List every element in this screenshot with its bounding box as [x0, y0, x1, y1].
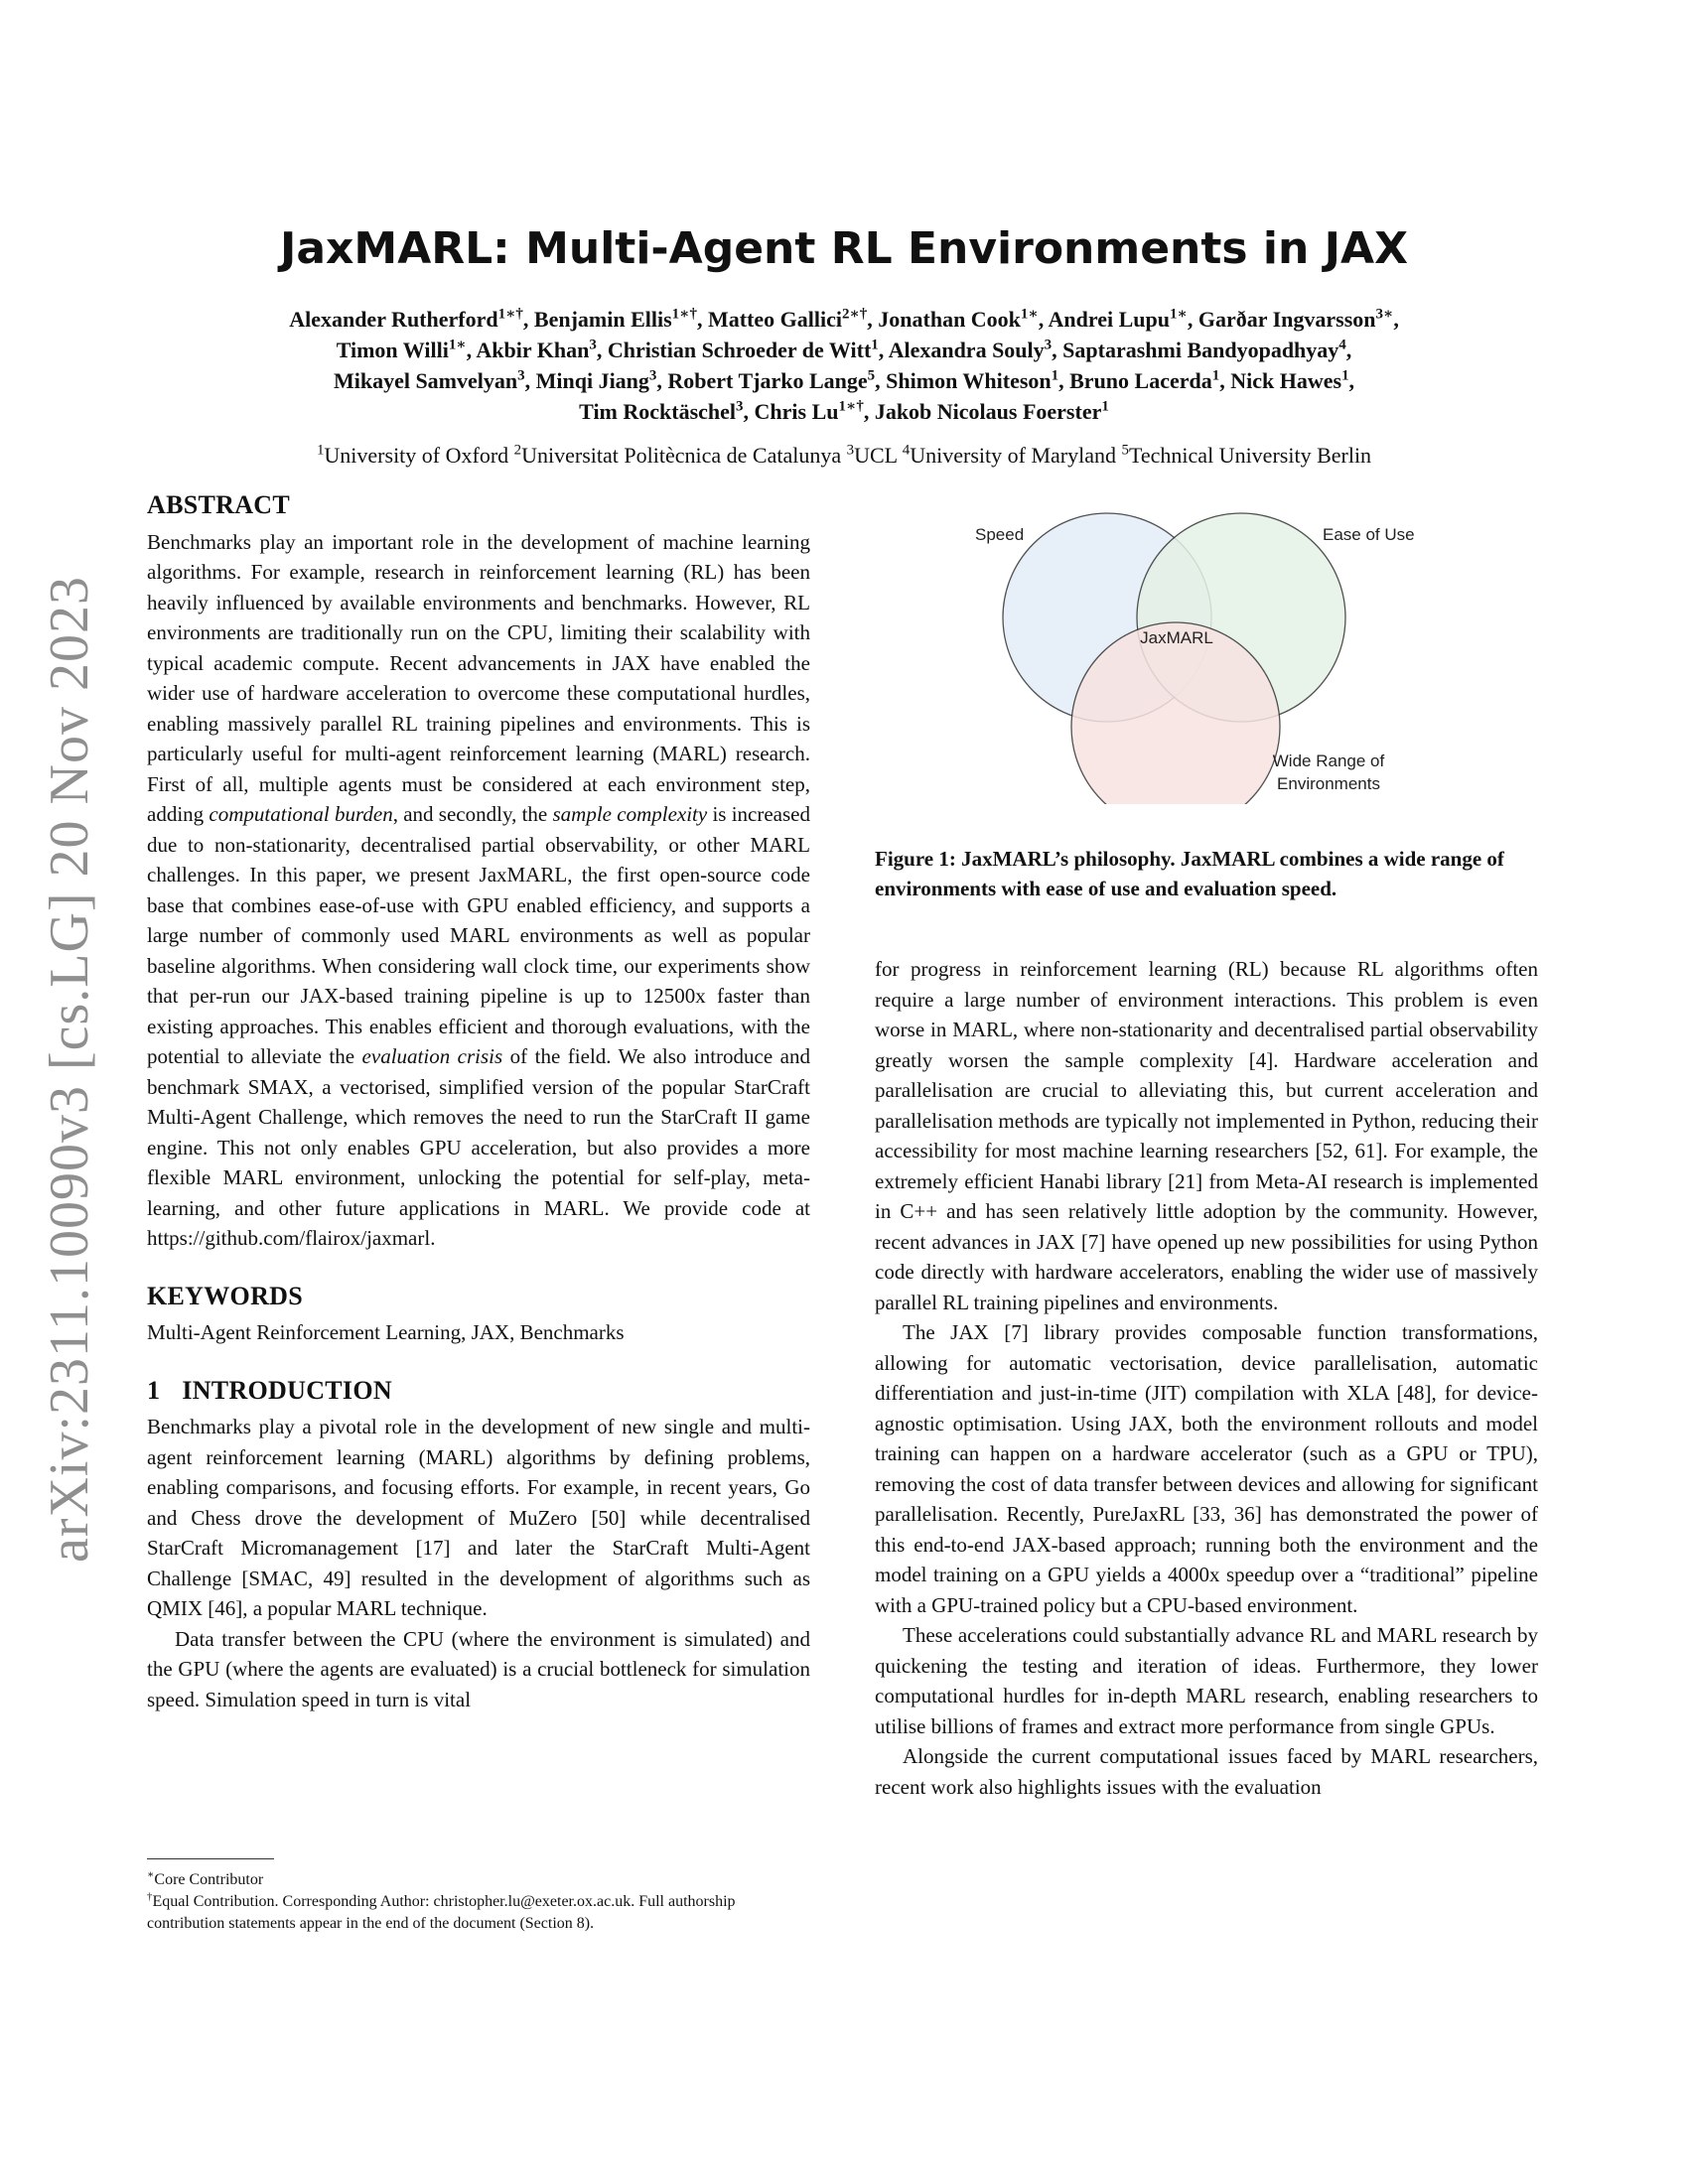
affiliation: $^2$Universitat Politècnica de Catalunya	[513, 442, 842, 468]
author-list: Alexander Rutherford$^{1∗\dagger}$, Benjamin Ellis$^{1∗\dagger}$, Matteo Gallici$^{2∗\dagger}$, Jonathan Cook$^{1∗}$, Andrei Lupu$^{1∗}$, Garðar Ingvarsson$^{3∗}$, Timon Willi$^{1∗}$, Akbir Khan$^3$, Christian Schroeder de Witt$^1$, Alexandra Souly$^3$, Saptarashmi Bandyopadhyay$^4$, Mikayel Samvelyan$^3$, Minqi Jiang$^3$, Robert Tjarko Lange$^5$, Shimon Whiteson$^1$, Bruno Lacerda$^1$, Nick Hawes$^1$, Tim Rocktäschel$^3$, Chris $Lu^{1∗\dagger}$, Jakob Nicolaus Foerster$^1$	[289, 306, 1399, 424]
footnote-1: ∗Core Contributor	[147, 1868, 264, 1888]
intro-paragraph-r1: for progress in reinforcement learning (RL) because RL algorithms often require a large number of environment interactions. This problem is even worse in MARL, where non-stationarity and decentralised partial observability greatly worsen the sample complexity [4]. Hardware acceleration and parallelisation are crucial to alleviating this, but current acceleration and parallelisation methods are typically not implemented in Python, reducing their accessibility for most machine learning researchers [52, 61]. For example, the extremely efficient Hanabi library [21] from Meta-AI research is implemented in C++ and has seen relatively little adoption by the community. However, recent advances in JAX [7] have opened up new possibilities for using Python code directly with hardware accelerators, enabling the wider use of massively parallel RL training pipelines and environments.	[875, 957, 1538, 1314]
intro-paragraph-2: Data transfer between the CPU (where the environment is simulated) and the GPU (where the agents are evaluated) is a crucial bottleneck for simulation speed. Simulation speed in turn is vital	[147, 1626, 810, 1711]
intro-paragraph-r2: The JAX [7] library provides composable function transformations, allowing for automatic vectorisation, device parallelisation, automatic differentiation and just-in-time (JIT) compilation with XLA [48], for device-agnostic optimisation. Using JAX, both the environment rollouts and model training can happen on a hardware accelerator (such as a GPU or TPU), removing the cost of data transfer between devices and allowing for significant parallelisation. Recently, PureJaxRL [33, 36] has demonstrated the power of this end-to-end JAX-based approach; running both the environment and the model training on a GPU yields a 4000x speedup over a “traditional” pipeline with a GPU-trained policy but a CPU-based environment.	[875, 1320, 1538, 1617]
left-column	[147, 490, 810, 1714]
venn-diagram	[953, 506, 1489, 804]
affiliations	[149, 441, 1539, 471]
affiliation: $^3$UCL	[846, 442, 898, 468]
affiliation: $^1$University of Oxford	[316, 442, 509, 468]
author-name: Mikayel Samvelyan$^3$	[333, 367, 525, 393]
affiliation: $^4$University of Maryland	[902, 442, 1117, 468]
author-name: Alexander Rutherford$^{1∗\dagger}$	[289, 306, 523, 332]
keywords-heading: KEYWORDS	[147, 1281, 303, 1310]
range-label-line-2: Environments	[1277, 774, 1380, 793]
author-name: Minqi Jiang$^3$	[535, 367, 657, 393]
speed-label: Speed	[975, 525, 1025, 544]
author-name: Akbir Khan$^3$	[476, 337, 597, 362]
author-name: Robert Tjarko Lange$^5$	[667, 367, 876, 393]
intro-heading: 1 INTRODUCTION	[147, 1375, 392, 1405]
abstract-text: Benchmarks play an important role in the development of machine learning algorithms. For example, research in reinforcement learning (RL) has been heavily influenced by available environments and benchmarks. However, RL environments are traditionally run on the CPU, limiting their scalability with typical academic compute. Recent advancements in JAX have enabled the wider use of hardware acceleration to overcome these computational hurdles, enabling massively parallel RL training pipelines and environments. This is particularly useful for multi-agent reinforcement learning (MARL) research. First of all, multiple agents must be considered at each environment step, adding computational burden, and secondly, the sample complexity is increased due to non-stationarity, decentralised partial observability, or other MARL challenges. In this paper, we present JaxMARL, the first open-source code base that combines ease-of-use with GPU enabled efficiency, and supports a large number of commonly used MARL environments as well as popular baseline algorithms. When considering wall clock time, our experiments show that per-run our JAX-based training pipeline is up to 12500x faster than existing approaches. This enables efficient and thorough evaluations, with the potential to alleviate the evaluation crisis of the field. We also introduce and benchmark SMAX, a vectorised, simplified version of the popular StarCraft Multi-Agent Challenge, which removes the need to run the StarCraft II game engine. This not only enables GPU acceleration, but also provides a more flexible MARL environment, unlocking the potential for self-play, meta-learning, and other future applications in MARL. We provide code at https://github.com/flairox/jaxmarl.	[147, 529, 811, 1250]
right-column	[875, 954, 1538, 1802]
ease-of-use-label: Ease of Use	[1323, 525, 1415, 544]
author-name: Jonathan Cook$^{1∗}$	[878, 306, 1039, 332]
paper-title: JaxMARL: Multi-Agent RL Environments in JAX	[279, 223, 1408, 274]
range-label-line-1: Wide Range of	[1272, 751, 1385, 770]
intro-paragraph-1: Benchmarks play a pivotal role in the development of new single and multi-agent reinforcement learning (MARL) algorithms by defining problems, enabling comparisons, and focusing efforts. For example, in recent years, Go and Chess drove the development of MuZero [50] while decentralised StarCraft Micromanagement [17] and later the StarCraft Multi-Agent Challenge [SMAC, 49] resulted in the development of algorithms such as QMIX [46], a popular MARL technique.	[147, 1415, 810, 1620]
arxiv-identifier: arXiv:2311.10090v3 [cs.LG] 20 Nov 2023	[39, 575, 100, 1564]
jaxmarl-center-label: JaxMARL	[1140, 628, 1213, 647]
affiliation: $^5$Technical University Berlin	[1121, 442, 1372, 468]
footnote-rule	[147, 1858, 274, 1859]
author-name: Timon Willi$^{1∗}$	[336, 337, 467, 362]
figure-caption: Figure 1: JaxMARL’s philosophy. JaxMARL combines a wide range of environments with ease of use and evaluation speed.	[875, 847, 1504, 900]
venn-diagram-figure	[953, 506, 1489, 804]
author-name: Chris $Lu^{1∗\dagger}$	[754, 398, 864, 424]
author-name: Jakob Nicolaus Foerster$^1$	[874, 398, 1109, 424]
intro-paragraph-r4: Alongside the current computational issues faced by MARL researchers, recent work also highlights issues with the evaluation	[875, 1744, 1538, 1799]
author-name: Nick Hawes$^1$	[1230, 367, 1349, 393]
author-name: Tim Rocktäschel$^3$	[579, 398, 744, 424]
author-name: Benjamin Ellis$^{1∗\dagger}$	[533, 306, 697, 332]
author-name: Alexandra Souly$^3$	[888, 337, 1053, 362]
author-name: Shimon Whiteson$^1$	[886, 367, 1059, 393]
author-name: Bruno Lacerda$^1$	[1069, 367, 1220, 393]
footnotes	[147, 1858, 810, 1935]
author-name: Matteo Gallici$^{2∗\dagger}$	[707, 306, 868, 332]
author-name: Christian Schroeder de Witt$^1$	[607, 337, 879, 362]
keywords-text: Multi-Agent Reinforcement Learning, JAX, Benchmarks	[147, 1320, 625, 1344]
abstract-heading: ABSTRACT	[147, 490, 290, 519]
author-name: Garðar Ingvarsson$^{3∗}$	[1197, 306, 1394, 332]
footnote-2: †Equal Contribution. Corresponding Author: christopher.lu@exeter.ox.ac.uk. Full authorship contribution statements appear in the end of the document (Section 8).	[147, 1890, 736, 1932]
intro-paragraph-r3: These accelerations could substantially advance RL and MARL research by quickening the testing and iteration of ideas. Furthermore, they lower computational hurdles for in-depth MARL research, enabling researchers to utilise billions of frames and extract more performance from single GPUs.	[875, 1623, 1538, 1738]
author-name: Andrei Lupu$^{1∗}$	[1048, 306, 1188, 332]
author-name: Saptarashmi Bandyopadhyay$^4$	[1062, 337, 1346, 362]
